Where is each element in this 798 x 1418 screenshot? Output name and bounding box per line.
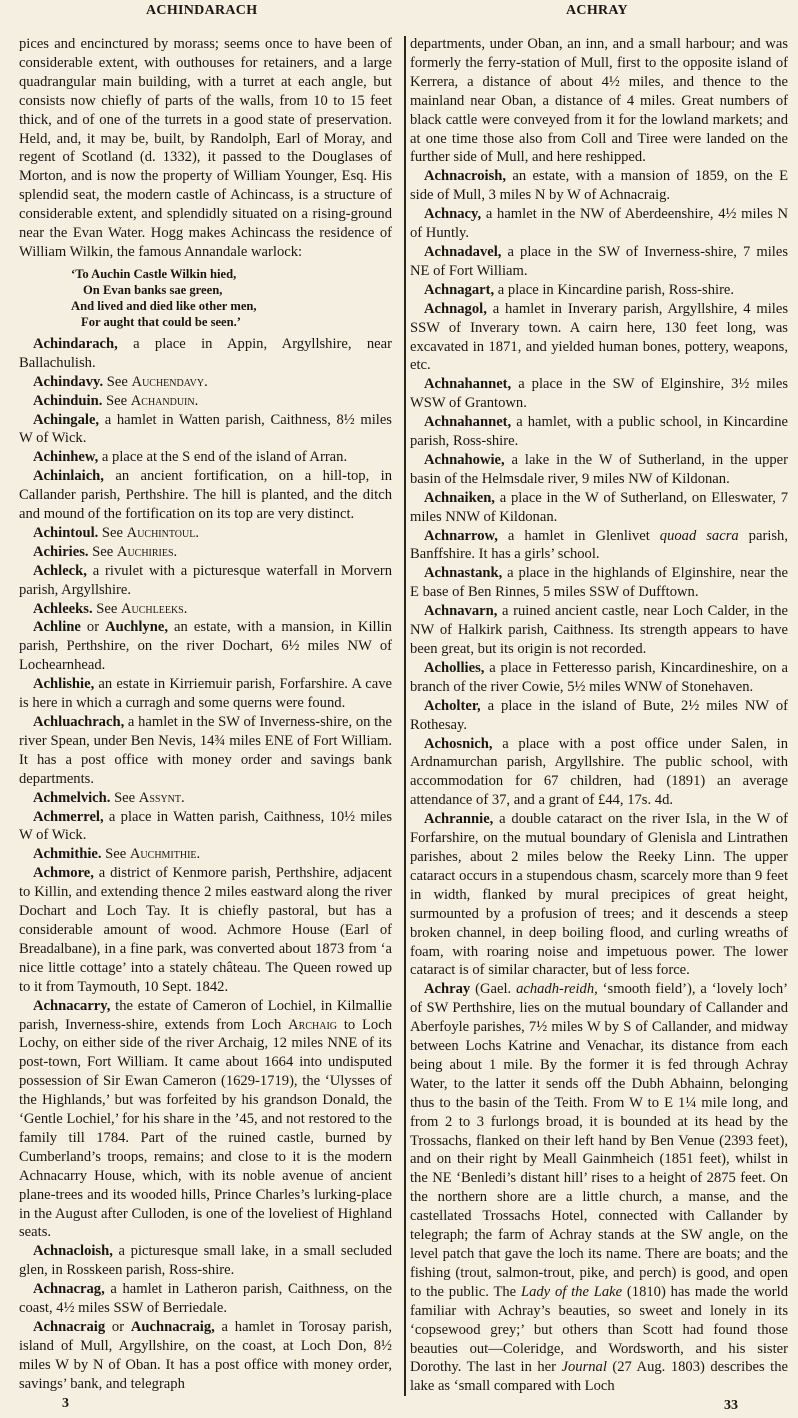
gazetteer-entry	[410, 564, 788, 602]
entry-headword: Achleck,	[33, 562, 87, 579]
entry-text: a place in the island of Bute, 2½ miles NW of Rothesay.	[410, 697, 788, 733]
entry-text: See	[101, 846, 130, 863]
entry-headword: Achnacloish,	[33, 1243, 113, 1260]
gazetteer-entry	[410, 413, 788, 451]
gazetteer-entry	[410, 735, 788, 811]
gazetteer-entry	[19, 845, 392, 864]
gazetteer-entry	[19, 997, 392, 1243]
verse-quote	[19, 266, 392, 330]
entry-text: a place in the SW of Inverness-shire, 7 miles NE of Fort William.	[410, 243, 788, 279]
entry-text: See	[88, 543, 117, 560]
entry-text: a place in Watten parish, Caithness, 10½ miles W of Wick.	[19, 808, 392, 844]
entry-text: a place in Fetteresso parish, Kincardineshire, on a branch of the river Cowie, 5½ miles WNW of Stonehaven.	[410, 659, 788, 695]
gazetteer-entry	[410, 527, 788, 565]
entry-headword: Achmerrel,	[33, 808, 104, 825]
entry-headword: Achnacarry,	[33, 997, 111, 1014]
gazetteer-entry	[19, 1242, 392, 1280]
entry-headword: Achlishie,	[33, 676, 95, 693]
gazetteer-entry	[410, 300, 788, 376]
entry-headword: Achnacrag,	[33, 1281, 105, 1298]
cross-reference: Auchintoul.	[126, 524, 199, 541]
entry-headword: Achrannie,	[424, 811, 494, 828]
entry-text: or	[80, 619, 106, 636]
entry-text: See	[102, 392, 131, 409]
continued-entry	[410, 35, 788, 167]
entry-text: a hamlet in Latheron parish, Caithness, on the coast, 4½ miles SSW of Berriedale.	[19, 1281, 392, 1317]
entry-headword: Achnahowie,	[424, 451, 505, 468]
gazetteer-entry	[410, 281, 788, 300]
entry-text: an ancient fortification, on a hill-top, in Callander parish, Perthshire. The hill is planted, and the ditch and mound of the fortification on its top are very distinct.	[19, 468, 392, 523]
verse-line: For aught that could be seen.’	[81, 314, 241, 329]
entry-headword: Achmithie.	[33, 846, 102, 863]
gazetteer-entry	[19, 1280, 392, 1318]
entry-text: departments, under Oban, an inn, and a small harbour; and was formerly the ferry-station of Mull, first to the opposite island of Kerrera, a distance of about 4½ miles, and thence to the mainland near Oban, a distance of 4 miles. Great numbers of black cattle were conveyed from it for the lowland markets; and at one time those also from Coll and Tiree were landed on the further side of Mull, and here reshipped.	[410, 36, 788, 166]
gazetteer-entry	[19, 562, 392, 600]
gazetteer-entry	[410, 243, 788, 281]
entry-text: a place in the W of Sutherland, on Elleswater, 7 miles NNW of Kildonan.	[410, 489, 788, 525]
entry-text: a place with a post office under Salen, in Ardnamurchan parish, Argyllshire. The public school, with accommodation for 67 children, had (1891) an average attendance of 37, and a grant of £44, 17s. 4d.	[410, 735, 788, 809]
entry-text: a hamlet in Inverary parish, Argyllshire, 4 miles SSW of Inverary town. A cairn here, 130 feet long, was excavated in 1871, and yielded human bones, pottery, weapons, etc.	[410, 300, 788, 374]
entry-headword: Achinduin.	[33, 392, 103, 409]
entry-headword: Achollies,	[424, 659, 485, 676]
gazetteer-entry	[19, 392, 392, 411]
gazetteer-entry	[410, 810, 788, 980]
entry-headword: Achleeks.	[33, 600, 93, 617]
gazetteer-entry	[410, 697, 788, 735]
gazetteer-entry	[410, 167, 788, 205]
entry-headword: Achnavarn,	[424, 603, 498, 620]
entry-headword: Auchlyne,	[105, 619, 168, 636]
cross-reference: Achanduin.	[130, 392, 199, 409]
entry-headword: Achingale,	[33, 411, 100, 428]
entry-text: a place in Kincardine parish, Ross-shire.	[494, 281, 735, 298]
entry-headword: Achline	[33, 619, 81, 636]
entry-text: a hamlet, with a public school, in Kincardine parish, Ross-shire.	[410, 414, 788, 450]
italic-text: quoad sacra	[659, 527, 739, 544]
entry-text: parish, Banffshire. It has a girls’ school.	[410, 527, 788, 563]
entry-headword: Achindarach,	[33, 335, 118, 352]
entry-text: See	[110, 789, 139, 806]
gazetteer-entry	[19, 675, 392, 713]
signature-mark: 3	[62, 1396, 69, 1411]
entry-text: a place in Appin, Argyllshire, near Ballachulish.	[19, 335, 392, 371]
cross-reference: Auchiries.	[116, 543, 178, 560]
running-head-left: ACHINDARACH	[146, 3, 258, 18]
entry-text: (1810) has made the world familiar with Achray’s beauties, so sweet and lonely in its ‘copsewood grey;’ but others than Scott had found those beauties out—Coleridge, and Wordsworth, and his sister Dorothy. The last in her	[410, 1283, 788, 1376]
entry-text: a rivulet with a picturesque waterfall in Morvern parish, Argyllshire.	[19, 562, 392, 598]
entry-text: ‘smooth field’), a ‘lovely loch’ of SW Perthshire, lies on the mutual boundary of Callander and Aberfoyle parishes, 7½ miles W by S of Callander, and midway between Lochs Katrine and Venachar, its distance from each being about 1 mile. By the former it is fed through Achray Water, to the latter it sends off the Dubh Abhainn, belonging thus to the basin of the Teith. From W to E 1¼ mile long, and from 2 to 3 furlongs broad, it is bounded at its head by the Trossachs, flanked on their left hand by Ben Venue (2393 feet), and on their right by Meall Gainmheich (1851 feet), whilst in the NE ‘Benledi’s distant hill’ rises to a height of 2875 feet. On the northern shore are a little church, a manse, and the castellated Trossachs Hotel, connected with Callander by telegraph; the farm of Achray stands at the SW angle, on the level patch that gave the loch its name. There are boats; and the fishing (trout, salmon-trout, pike, and perch) is good, and open to the public. The	[410, 981, 788, 1300]
entry-text: See	[92, 600, 121, 617]
entry-headword: Achluachrach,	[33, 714, 125, 730]
gazetteer-entry	[410, 659, 788, 697]
entry-headword: Achnaiken,	[424, 489, 495, 506]
gazetteer-entry	[19, 1318, 392, 1394]
gazetteer-entry	[19, 524, 392, 543]
entry-text: an estate in Kirriemuir parish, Forfarshire. A cave is here in which a curragh and some querns were found.	[19, 676, 392, 712]
entry-headword: Achiries.	[33, 543, 89, 560]
running-head-right: ACHRAY	[566, 3, 628, 18]
gazetteer-entry	[410, 451, 788, 489]
gazetteer-entry	[19, 543, 392, 562]
column-divider	[404, 36, 406, 1396]
right-column	[410, 35, 788, 1396]
verse-line: And lived and died like other men,	[71, 298, 257, 313]
entry-text: to Loch Lochy, on either side of the river Archaig, 12 miles NNE of its post-town, Fort William. It came about 1664 into undisputed possession of Sir Ewan Cameron (1629-1719), the ‘Ulysses of the Highlands,’ but was forfeited by his grandson Donald, the ‘Gentle Lochiel,’ for his share in the ’45, and not restored to the family till 1784. Part of the ruined castle, burned by Cumberland’s troops, remains; and close to it is the modern Achnacarry House, which, with its noble avenue of ancient plane-trees and its wooded hills, Prince Charles’s lurking-place in the August after Culloden, is one of the loveliest of Highland seats.	[19, 1016, 392, 1241]
entry-text: a ruined ancient castle, near Loch Calder, in the NW of Halkirk parish, Caithness. Its strength appears to have been great, but its origin is not recorded.	[410, 603, 788, 657]
italic-text: achadh-reidh,	[516, 981, 598, 998]
entry-headword: Achinlaich,	[33, 468, 104, 485]
cross-reference: Assynt.	[138, 789, 185, 806]
entry-headword: Achintoul.	[33, 524, 99, 541]
entry-text: a picturesque small lake, in a small secluded glen, in Rosskeen parish, Ross-shire.	[19, 1243, 392, 1279]
entry-headword: Achnacroish,	[424, 168, 507, 185]
entry-text: a hamlet in Glenlivet	[497, 527, 660, 544]
italic-text: Journal	[561, 1359, 607, 1376]
entry-text: the estate of Cameron of Lochiel, in Kilmallie parish, Inverness-shire, extends from Loch	[19, 997, 392, 1033]
entry-headword: Achnagart,	[424, 281, 495, 298]
entry-headword: Achnastank,	[424, 565, 503, 582]
gazetteer-entry	[410, 602, 788, 659]
gazetteer-entry	[19, 864, 392, 996]
entry-text: an estate, with a mansion, in Killin parish, Perthshire, on the river Dochart, 6½ miles NW of Lochearnhead.	[19, 619, 392, 674]
entry-text: a district of Kenmore parish, Perthshire, adjacent to Killin, and extending thence 2 miles eastward along the river Dochart and Loch Tay. It is chiefly pastoral, but has a considerable amount of wood. Achmore House (Earl of Breadalbane), in a fine park, was converted about 1873 from ‘a nice little cottage’ into a stately château. The Queen rowed up to it from Taymouth, 10 Sept. 1842.	[19, 865, 392, 995]
entry-text: a hamlet in Torosay parish, island of Mull, Argyllshire, on the coast, at Loch Don, 8½ miles W by N of Oban. It has a post office with money order, savings’ bank, and telegraph	[19, 1319, 392, 1392]
gazetteer-entry	[410, 375, 788, 413]
gazetteer-entry	[19, 467, 392, 524]
gazetteer-entry	[19, 808, 392, 846]
gazetteer-entry	[19, 335, 392, 373]
page-number: 33	[724, 1398, 738, 1413]
gazetteer-entry	[410, 205, 788, 243]
entry-text: pices and encinctured by morass; seems once to have been of considerable extent, with outhouses for retainers, and a large quadrangular main building, with a turret at each angle, but consists now chiefly of parts of the walls, from 10 to 15 feet thick, and of one of the turrets in a good state of preservation. Held, and, it may be, built, by Randolph, Earl of Moray, and regent of Scotland (d. 1332), it passed to the Douglases of Morton, and is now the property of William Younger, Esq. His splendid seat, the modern castle of Achincass, is a structure of considerable extent, and splendidly situated on a rising-ground near the Evan Water. Hogg makes Achincass the residence of William Wilkin, the famous Annandale warlock:	[19, 36, 392, 260]
italic-text: Lady of the Lake	[520, 1283, 623, 1300]
entry-headword: Acholter,	[424, 697, 481, 714]
entry-headword: Achray	[424, 981, 471, 998]
entry-headword: Achmore,	[33, 865, 94, 882]
cross-reference: Auchmithie.	[129, 846, 201, 863]
verse-line: ‘To Auchin Castle Wilkin hied,	[71, 266, 237, 281]
entry-text: See	[98, 524, 127, 541]
entry-headword: Achnacraig	[33, 1319, 106, 1335]
entry-headword: Achnarrow,	[424, 527, 498, 544]
entry-text: a hamlet in the SW of Inverness-shire, on the river Spean, under Ben Nevis, 14¾ miles ENE of Fort William. It has a post office with money order and savings bank departments.	[19, 714, 392, 787]
entry-text: a hamlet in the NW of Aberdeenshire, 4½ miles N of Huntly.	[410, 206, 788, 242]
entry-headword: Achnacy,	[424, 206, 482, 223]
gazetteer-entry	[19, 618, 392, 675]
gazetteer-entry	[19, 713, 392, 789]
entry-headword: Achmelvich.	[33, 789, 111, 806]
gazetteer-entry	[19, 789, 392, 808]
entry-headword: Auchnacraig,	[130, 1319, 215, 1335]
entry-text: a place in the SW of Elginshire, 3½ miles WSW of Grantown.	[410, 376, 788, 412]
left-column	[19, 35, 392, 1394]
entry-headword: Achindavy.	[33, 373, 104, 390]
entry-text: a hamlet in Watten parish, Caithness, 8½ miles W of Wick.	[19, 411, 392, 447]
entry-headword: Achosnich,	[424, 735, 493, 752]
cross-reference: Archaig	[288, 1016, 338, 1033]
entry-text: (Gael.	[470, 981, 517, 998]
entry-text: an estate, with a mansion of 1859, on the E side of Mull, 3 miles N by W of Achnacraig.	[410, 168, 788, 204]
cross-reference: Auchendavy.	[131, 373, 208, 390]
verse-line: On Evan banks sae green,	[83, 282, 223, 297]
entry-headword: Achnahannet,	[424, 376, 512, 393]
entry-text: (27 Aug. 1803) describes the lake as ‘small compared with Loch	[410, 1359, 788, 1395]
entry-text: a place at the S end of the island of Arran.	[98, 449, 348, 466]
entry-headword: Achnahannet,	[424, 414, 512, 431]
entry-text: a place in the highlands of Elginshire, near the E base of Ben Rinnes, 5 miles SSW of Dufftown.	[410, 565, 788, 601]
gazetteer-entry	[19, 600, 392, 619]
gazetteer-entry	[19, 448, 392, 467]
gazetteer-entry	[410, 489, 788, 527]
entry-text: a lake in the W of Sutherland, in the upper basin of the Helmsdale river, 9 miles NW of Kildonan.	[410, 451, 788, 487]
gazetteer-entry	[410, 980, 788, 1396]
gazetteer-entry	[19, 373, 392, 392]
entry-text: See	[103, 373, 132, 390]
entry-text: a double cataract on the river Isla, in the W of Forfarshire, on the mutual boundary of Glenisla and Lintrathen parishes, about 2 miles below the Reeky Linn. The upper cataract occurs in a stupendous chasm, scarcely more than 9 feet in width, flanked by mural precipices of great height, surmounted by a profusion of trees; and it descends a steep broken channel, in deep boiling flood, and curling wreaths of foam, with roaring noise and impetuous power. The lower cataract is of similar character, but of less force.	[410, 811, 788, 979]
entry-text: or	[105, 1319, 131, 1335]
entry-headword: Achnagol,	[424, 300, 487, 317]
entry-headword: Achinhew,	[33, 449, 99, 466]
gazetteer-entry	[19, 411, 392, 449]
continued-entry	[19, 35, 392, 262]
cross-reference: Auchleeks.	[120, 600, 188, 617]
entry-headword: Achnadavel,	[424, 243, 502, 260]
